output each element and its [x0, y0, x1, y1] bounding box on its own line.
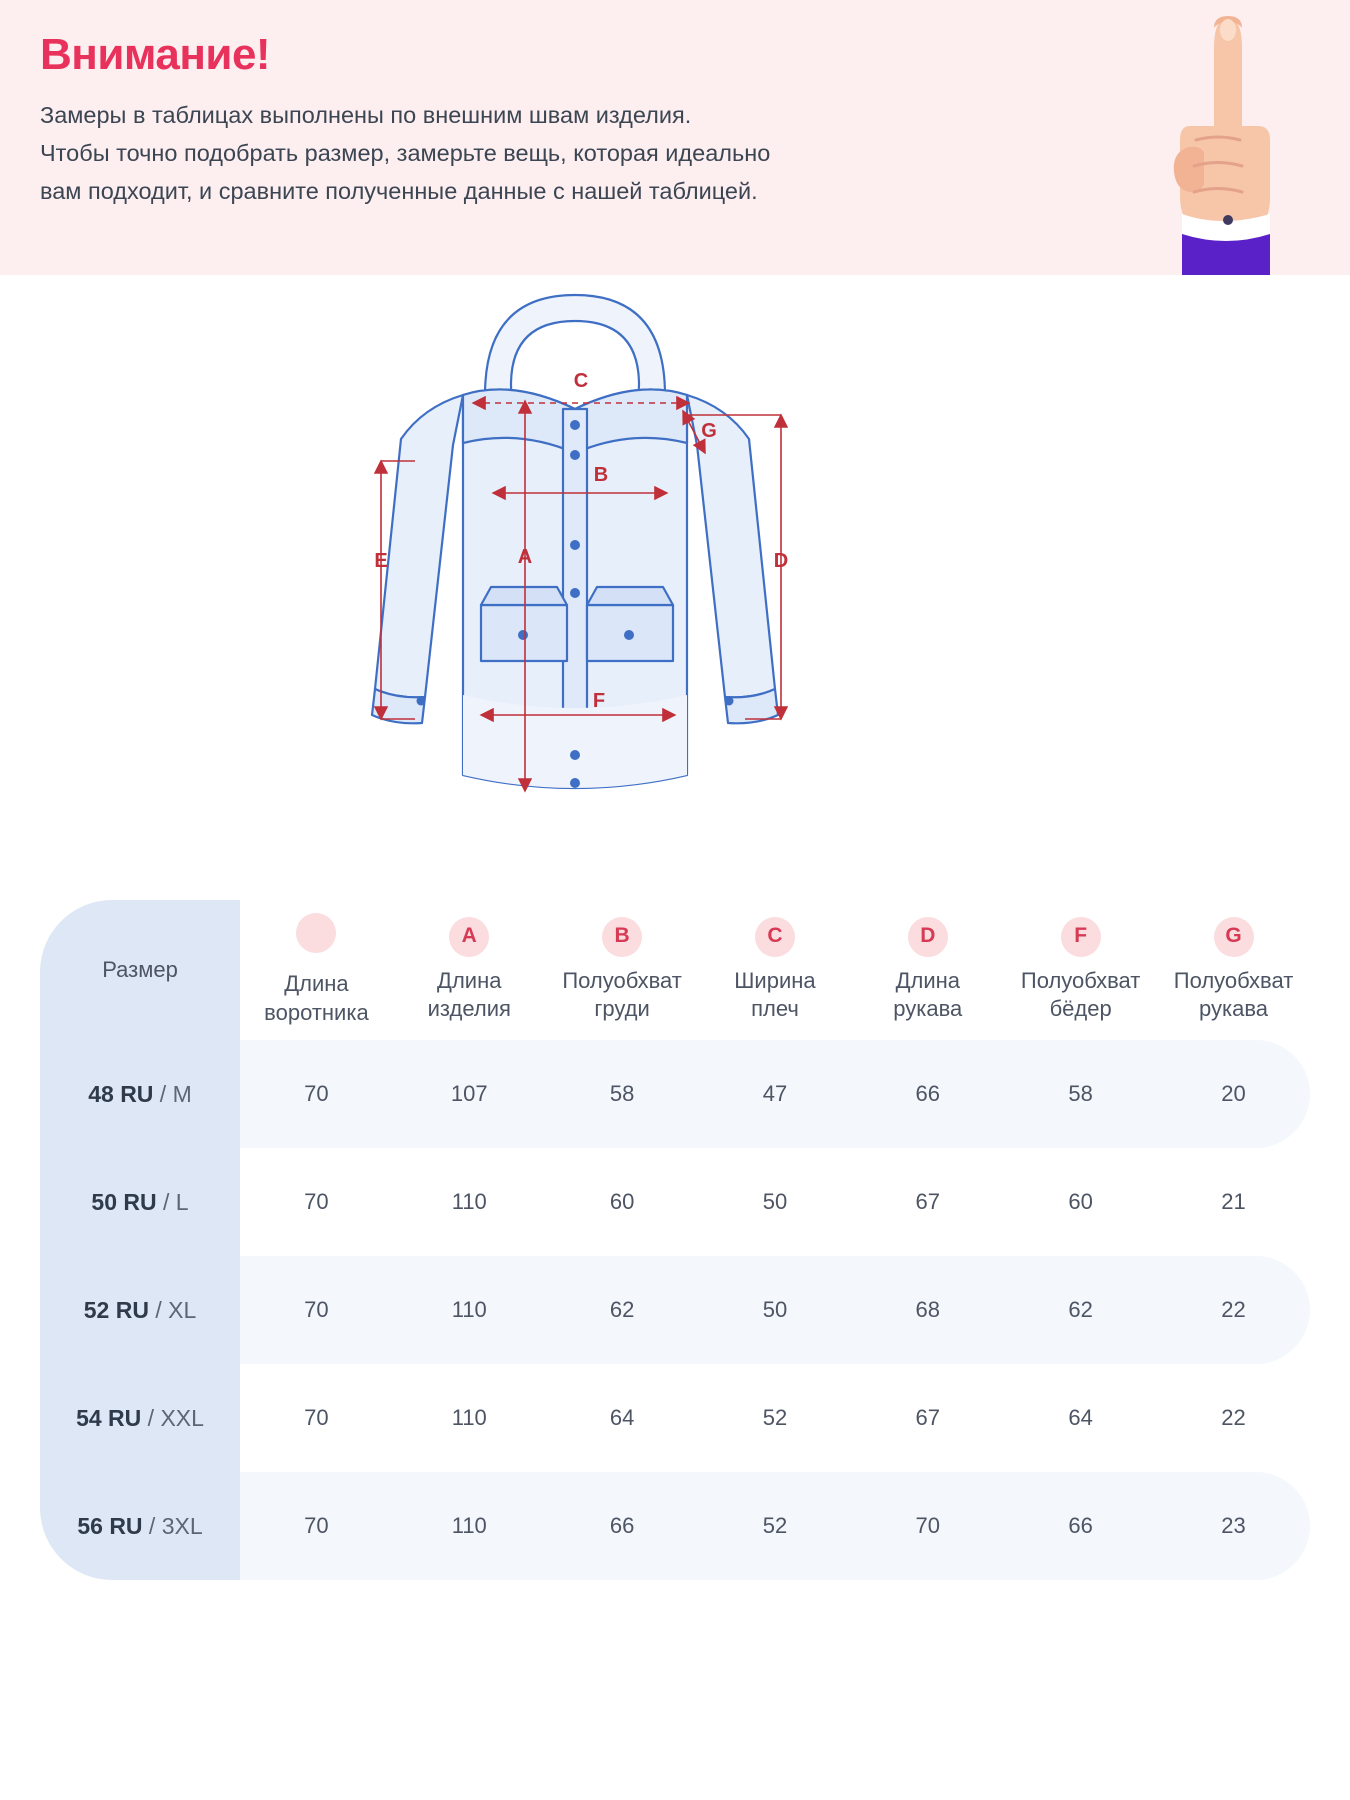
size-table-head	[40, 900, 1310, 1040]
cell-sleeve-half: 22	[1157, 1256, 1310, 1364]
garment-diagram-section	[0, 275, 1350, 900]
cell-sleeve-length: 67	[851, 1364, 1004, 1472]
cell-sleeve-length: 66	[851, 1040, 1004, 1148]
cell-hips-half: 64	[1004, 1364, 1157, 1472]
cell-collar-length: 70	[240, 1256, 393, 1364]
header-sleeve-half	[1157, 900, 1310, 1040]
size-alt: 3XL	[161, 1512, 203, 1539]
cell-shoulder-width: 52	[699, 1364, 852, 1472]
cell-collar-length: 70	[240, 1148, 393, 1256]
pointing-hand-icon	[1162, 8, 1292, 275]
cell-hips-half: 62	[1004, 1256, 1157, 1364]
row-size-label: 54 RU / XXL	[40, 1364, 240, 1472]
table-row	[40, 1472, 1310, 1580]
header-line1: Полуобхват	[562, 967, 682, 993]
badge-blank-icon	[296, 913, 336, 953]
row-size-label: 52 RU / XL	[40, 1256, 240, 1364]
label-B: B	[593, 464, 609, 486]
table-row	[40, 1256, 1310, 1364]
banner-text-line-2: Чтобы точно подобрать размер, замерьте вещь, которая идеально	[40, 140, 771, 167]
size-ru: 54 RU	[76, 1404, 142, 1431]
badge-f-icon: F	[1061, 917, 1101, 957]
row-size-label: 48 RU / M	[40, 1040, 240, 1148]
label-A: A	[517, 546, 533, 568]
banner-text-line-3: вам подходит, и сравните полученные данные с нашей таблицей.	[40, 178, 758, 205]
cell-sleeve-half: 21	[1157, 1148, 1310, 1256]
header-line1: Длина	[284, 971, 349, 997]
cell-chest-half: 62	[546, 1256, 699, 1364]
size-ru: 50 RU	[91, 1188, 157, 1215]
cell-sleeve-length: 68	[851, 1256, 1004, 1364]
cell-sleeve-length: 67	[851, 1148, 1004, 1256]
table-header-row	[40, 900, 1310, 1040]
header-line2: плеч	[751, 996, 799, 1021]
cell-sleeve-half: 20	[1157, 1040, 1310, 1148]
header-hips-half	[1004, 900, 1157, 1040]
header-item-length	[393, 900, 546, 1040]
header-shoulder-width	[699, 900, 852, 1040]
badge-c-icon: C	[755, 917, 795, 957]
header-collar-length	[240, 900, 393, 1040]
header-size: Размер	[40, 900, 240, 1040]
badge-b-icon: B	[602, 917, 642, 957]
header-sleeve-length	[851, 900, 1004, 1040]
table-row	[40, 1364, 1310, 1472]
cell-collar-length: 70	[240, 1040, 393, 1148]
cell-sleeve-length: 70	[851, 1472, 1004, 1580]
size-ru: 48 RU	[88, 1080, 154, 1107]
cell-hips-half: 60	[1004, 1148, 1157, 1256]
cell-chest-half: 58	[546, 1040, 699, 1148]
row-size-label: 56 RU / 3XL	[40, 1472, 240, 1580]
banner-title: Внимание!	[40, 30, 271, 79]
label-D: D	[773, 550, 789, 572]
cell-shoulder-width: 50	[699, 1256, 852, 1364]
cell-item-length: 110	[393, 1148, 546, 1256]
table-row	[40, 1148, 1310, 1256]
header-line2: рукава	[1199, 996, 1269, 1021]
header-line1: Длина	[895, 967, 960, 993]
cell-sleeve-half: 22	[1157, 1364, 1310, 1472]
cell-item-length: 107	[393, 1040, 546, 1148]
row-size-label: 50 RU / L	[40, 1148, 240, 1256]
label-F: F	[592, 690, 606, 712]
cell-item-length: 110	[393, 1256, 546, 1364]
cell-collar-length: 70	[240, 1472, 393, 1580]
header-line2: изделия	[427, 996, 511, 1021]
header-line1: Длина	[437, 967, 502, 993]
cell-item-length: 110	[393, 1472, 546, 1580]
header-line1: Полуобхват	[1020, 967, 1141, 993]
cell-chest-half: 60	[546, 1148, 699, 1256]
size-alt: L	[175, 1188, 189, 1215]
cell-hips-half: 58	[1004, 1040, 1157, 1148]
attention-banner	[0, 0, 1350, 275]
size-ru: 52 RU	[83, 1296, 149, 1323]
cell-chest-half: 66	[546, 1472, 699, 1580]
size-table-section	[0, 900, 1350, 1580]
badge-d-icon: D	[908, 917, 948, 957]
size-table	[40, 900, 1310, 1580]
header-line1: Полуобхват	[1173, 967, 1294, 993]
badge-a-icon: A	[449, 917, 489, 957]
cell-hips-half: 66	[1004, 1472, 1157, 1580]
cell-collar-length: 70	[240, 1364, 393, 1472]
label-G: G	[701, 420, 717, 442]
table-row	[40, 1040, 1310, 1148]
banner-text	[40, 96, 1060, 210]
header-line2: рукава	[893, 996, 963, 1021]
header-line2: бёдер	[1049, 996, 1112, 1021]
label-C: C	[573, 370, 589, 392]
header-line2: воротника	[264, 999, 369, 1025]
banner-text-line-1: Замеры в таблицах выполнены по внешним швам изделия.	[40, 102, 692, 128]
cell-sleeve-half: 23	[1157, 1472, 1310, 1580]
size-alt: XXL	[160, 1404, 204, 1431]
label-E: E	[374, 550, 388, 572]
cell-shoulder-width: 50	[699, 1148, 852, 1256]
badge-g-icon: G	[1214, 917, 1254, 957]
header-line1: Ширина	[734, 967, 816, 993]
size-table-body	[40, 1040, 1310, 1580]
coat-measurement-diagram	[285, 275, 1065, 875]
size-alt: XL	[168, 1296, 197, 1323]
cell-shoulder-width: 47	[699, 1040, 852, 1148]
cell-item-length: 110	[393, 1364, 546, 1472]
header-line2: груди	[594, 996, 650, 1021]
header-chest-half	[546, 900, 699, 1040]
cell-shoulder-width: 52	[699, 1472, 852, 1580]
size-alt: M	[172, 1080, 192, 1107]
size-ru: 56 RU	[77, 1512, 143, 1539]
cell-chest-half: 64	[546, 1364, 699, 1472]
